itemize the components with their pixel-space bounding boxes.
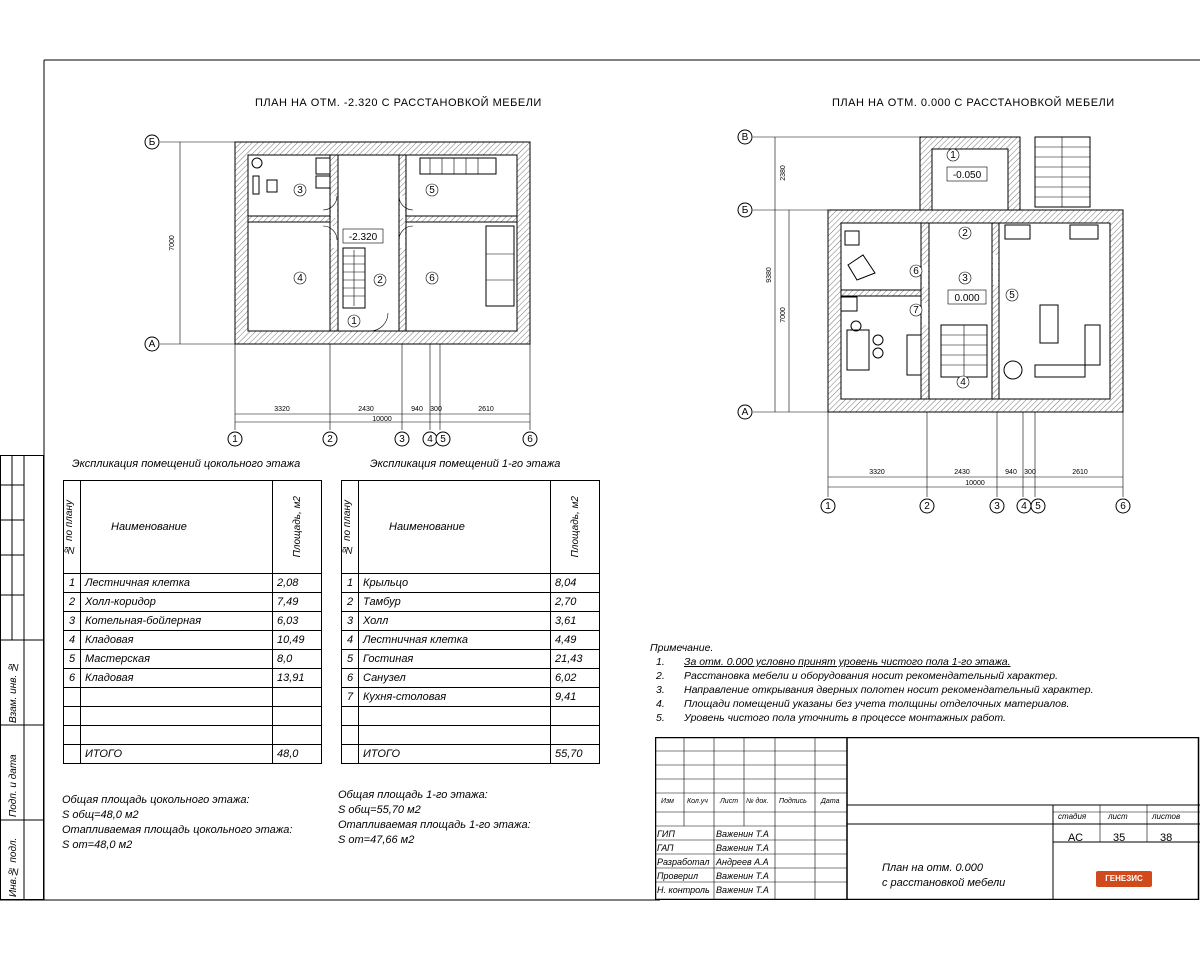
- basement-dim-side: 7000: [169, 235, 176, 251]
- ground-level-mark: 0.000: [954, 293, 980, 304]
- basement-dim-total: 10000: [372, 416, 392, 423]
- ground-room-2: 2: [962, 228, 968, 239]
- ground-axis-3: 3: [994, 501, 1000, 512]
- table-row: 2 Тамбур 2,70: [342, 593, 600, 612]
- ground-axis-b: Б: [741, 205, 749, 216]
- basement-level-mark: -2.320: [348, 232, 378, 243]
- stamp-stage: АС: [1068, 832, 1084, 844]
- ground-dim-2: 2430: [954, 469, 970, 476]
- total-row: ИТОГО 48,0: [64, 745, 322, 764]
- basement-dim-2: 2430: [358, 406, 374, 413]
- ground-room-7: 7: [913, 305, 919, 316]
- basement-dim-3: 940: [411, 406, 423, 413]
- table-row: 2 Холл-коридор 7,49: [64, 593, 322, 612]
- table-row: 4 Лестничная клетка 4,49: [342, 631, 600, 650]
- ground-axis-a: А: [741, 407, 749, 418]
- basement-floor-plan: [140, 130, 560, 450]
- notes-title: Примечание.: [650, 642, 714, 654]
- ground-plan-title: ПЛАН НА ОТМ. 0.000 С РАССТАНОВКОЙ МЕБЕЛИ: [832, 97, 1115, 109]
- basement-summary: Общая площадь цокольного этажа: S общ=48,0 м2 Отапливаемая площадь цокольного этажа: S от=48,0 м2: [62, 794, 293, 851]
- col-num-header: № по плану: [64, 499, 75, 555]
- total-row: ИТОГО 55,70: [342, 745, 600, 764]
- basement-axis-4: 4: [427, 434, 433, 445]
- table-row: 7 Кухня-столовая 9,41: [342, 688, 600, 707]
- table-row: 5 Мастерская 8,0: [64, 650, 322, 669]
- stamp-sheets-label: листов: [1152, 812, 1181, 821]
- stamp-sheet-label: лист: [1108, 812, 1128, 821]
- basement-dim-5: 2610: [478, 406, 494, 413]
- basement-explication-title: Экспликация помещений цокольного этажа: [72, 458, 301, 470]
- table-row: 3 Холл 3,61: [342, 612, 600, 631]
- basement-room-4: 4: [297, 273, 303, 284]
- col-area-header: Площадь, м2: [569, 496, 581, 558]
- ground-room-5: 5: [1009, 290, 1015, 301]
- col-name-header: Наименование: [359, 481, 551, 574]
- table-row: 1 Лестничная клетка 2,08: [64, 574, 322, 593]
- ground-dim-side-2: 7000: [780, 307, 787, 323]
- basement-room-6: 6: [429, 273, 435, 284]
- notes-block: Примечание. 1. За отм. 0.000 условно принят уровень чистого пола 1-го этажа. 2. Расстановка мебели и оборудования носит рекомендательный характер. 3. Направление открывания дверных полотен носит рекомендательный характер. 4. Площади помещений указаны без учета толщины отделочных материалов. 5. Уровень чистого пола уточнить в процессе монтажных работ.: [650, 642, 1094, 724]
- ground-dim-total: 10000: [965, 480, 985, 487]
- ground-room-3: 3: [962, 273, 968, 284]
- ground-dim-side-1: 2380: [780, 165, 787, 181]
- basement-axis-6: 6: [527, 434, 533, 445]
- ground-dim-1: 3320: [869, 469, 885, 476]
- ground-dim-4: 300: [1024, 469, 1036, 476]
- ground-porch-mark: -0.050: [952, 170, 982, 181]
- ground-explication-table: [341, 480, 600, 764]
- col-area-header: Площадь, м2: [291, 496, 303, 558]
- ground-axis-1: 1: [825, 501, 831, 512]
- table-row: 6 Санузел 6,02: [342, 669, 600, 688]
- ground-axis-2: 2: [924, 501, 930, 512]
- basement-room-1: 1: [351, 316, 357, 327]
- company-logo: ГЕНЕЗИС: [1096, 871, 1152, 887]
- stamp-sheets: 38: [1160, 832, 1173, 844]
- side-label-replace: Взам. инв. №: [8, 660, 19, 723]
- basement-axis-1: 1: [232, 434, 238, 445]
- basement-room-2: 2: [377, 275, 383, 286]
- ground-axis-4: 4: [1021, 501, 1027, 512]
- col-num-header: № по плану: [342, 499, 353, 555]
- ground-room-1: 1: [950, 150, 956, 161]
- ground-room-6: 6: [913, 266, 919, 277]
- ground-dim-5: 2610: [1072, 469, 1088, 476]
- table-row: 3 Котельная-бойлерная 6,03: [64, 612, 322, 631]
- basement-plan-title: ПЛАН НА ОТМ. -2.320 С РАССТАНОВКОЙ МЕБЕЛИ: [255, 97, 542, 109]
- stamp-stage-label: стадия: [1058, 812, 1087, 821]
- ground-axis-v: В: [741, 132, 749, 143]
- ground-dim-side-3: 9380: [766, 267, 773, 283]
- basement-room-5: 5: [429, 185, 435, 196]
- ground-summary: Общая площадь 1-го этажа: S общ=55,70 м2 Отапливаемая площадь 1-го этажа: S от=47,66 м2: [338, 789, 531, 846]
- basement-axis-a: А: [148, 339, 156, 350]
- ground-axis-5: 5: [1035, 501, 1041, 512]
- basement-explication-table: [63, 480, 322, 764]
- basement-axis-b: Б: [148, 137, 156, 148]
- table-row: 1 Крыльцо 8,04: [342, 574, 600, 593]
- ground-room-4: 4: [960, 377, 966, 388]
- side-label-sign: Подп. и дата: [8, 754, 19, 817]
- basement-dim-1: 3320: [274, 406, 290, 413]
- ground-floor-plan: [735, 125, 1145, 520]
- stamp-names: Важенин Т.А Важенин Т.А Андреев А.А Важенин Т.А Важенин Т.А: [716, 829, 769, 895]
- table-row: 6 Кладовая 13,91: [64, 669, 322, 688]
- basement-axis-5: 5: [440, 434, 446, 445]
- sheet-title: План на отм. 0.000 с расстановкой мебели: [882, 862, 1006, 889]
- basement-axis-2: 2: [327, 434, 333, 445]
- ground-axis-6: 6: [1120, 501, 1126, 512]
- basement-dim-4: 300: [430, 406, 442, 413]
- stamp-sheet: 35: [1113, 832, 1126, 844]
- table-row: 4 Кладовая 10,49: [64, 631, 322, 650]
- basement-room-3: 3: [297, 185, 303, 196]
- basement-axis-3: 3: [399, 434, 405, 445]
- side-stamp: [0, 455, 44, 900]
- stamp-roles: ГИП ГАП Разработал Проверил Н. контроль: [657, 829, 710, 895]
- col-name-header: Наименование: [81, 481, 273, 574]
- side-label-inv: Инв.№ подл.: [8, 837, 19, 897]
- ground-explication-title: Экспликация помещений 1-го этажа: [370, 458, 561, 470]
- table-row: 5 Гостиная 21,43: [342, 650, 600, 669]
- ground-dim-3: 940: [1005, 469, 1017, 476]
